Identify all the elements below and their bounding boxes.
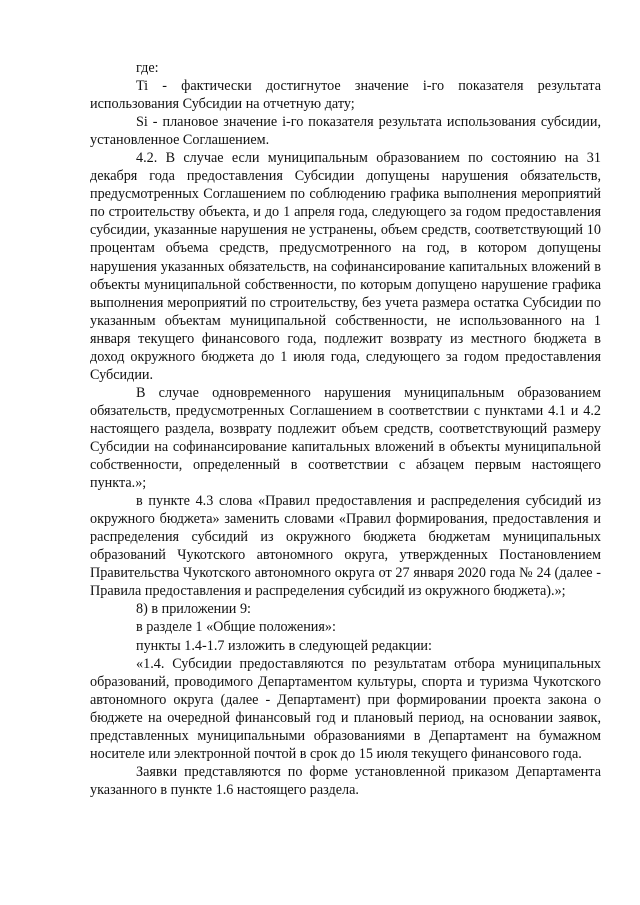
paragraph-simultaneous-violation: В случае одновременного нарушения муниципальным образованием обязательств, предусмотренных Соглашением в соответствии с пунктами 4.1 и 4.2 настоящего раздела, возврату подлежит объем средств, соответствующий размеру Субсидии на софинансирование капитальных вложений в объекты муниципальной собственности, определенный в соответствии с абзацем первым настоящего пункта.»; — [90, 384, 601, 492]
paragraph-section-1: в разделе 1 «Общие положения»: — [136, 619, 336, 636]
paragraph-applications: Заявки представляются по форме установленной приказом Департамента указанного в пункте 1.6 настоящего раздела. — [90, 763, 601, 798]
paragraph-appendix-9: 8) в приложении 9: — [136, 601, 251, 618]
paragraph-points-1-4-1-7: пункты 1.4-1.7 изложить в следующей редакции: — [136, 637, 432, 654]
paragraph-where: где: — [136, 60, 159, 76]
paragraph-1-4: «1.4. Субсидии предоставляются по результатам отбора муниципальных образований, проводимого Департаментом культуры, спорта и туризма Чукотского автономного округа (далее - Департамент) при формировании проекта закона о бюджете на очередной финансовый год и плановый период, на основании заявок, представленных муниципальными образованиями в Департамент на бумажном носителе или электронной почтой в срок до 15 июля текущего финансового года. — [90, 655, 601, 762]
paragraph-si-definition: Si - плановое значение i-го показателя результата использования субсидии, установленное Соглашением. — [90, 114, 601, 149]
paragraph-ti-definition: Ti - фактически достигнутое значение i-го показателя результата использования Субсидии на отчетную дату; — [90, 78, 601, 113]
document-body — [90, 59, 601, 799]
paragraph-4-2: 4.2. В случае если муниципальным образованием по состоянию на 31 декабря года предоставления Субсидии допущены нарушения обязательств, предусмотренных Соглашением по соблюдению графика выполнения мероприятий по строительству объекта, и до 1 апреля года, следующего за годом предоставления субсидии, указанные нарушения не устранены, объем средств, соответствующий 10 процентам объема средств, предусмотренного на год, в котором допущены нарушения указанных обязательств, на софинансирование капитальных вложений в объекты муниципальной собственности, по которым допущено нарушение графика выполнения мероприятий по строительству, без учета размера остатка Субсидии по указанным объектам муниципальной собственности, не использованного на 1 января текущего финансового года, подлежит возврату из местного бюджета в доход окружного бюджета до 1 июля года, следующего за годом предоставления Субсидии. — [90, 150, 601, 383]
paragraph-point-4-3: в пункте 4.3 слова «Правил предоставления и распределения субсидий из окружного бюджета» заменить словами «Правил формирования, предоставления и распределения субсидий из окружного бюджета бюджетам муниципальных образований Чукотского автономного округа, утвержденных Постановлением Правительства Чукотского автономного округа от 27 января 2020 года № 24 (далее - Правила предоставления и распределения субсидий из окружного бюджета).»; — [90, 493, 601, 600]
